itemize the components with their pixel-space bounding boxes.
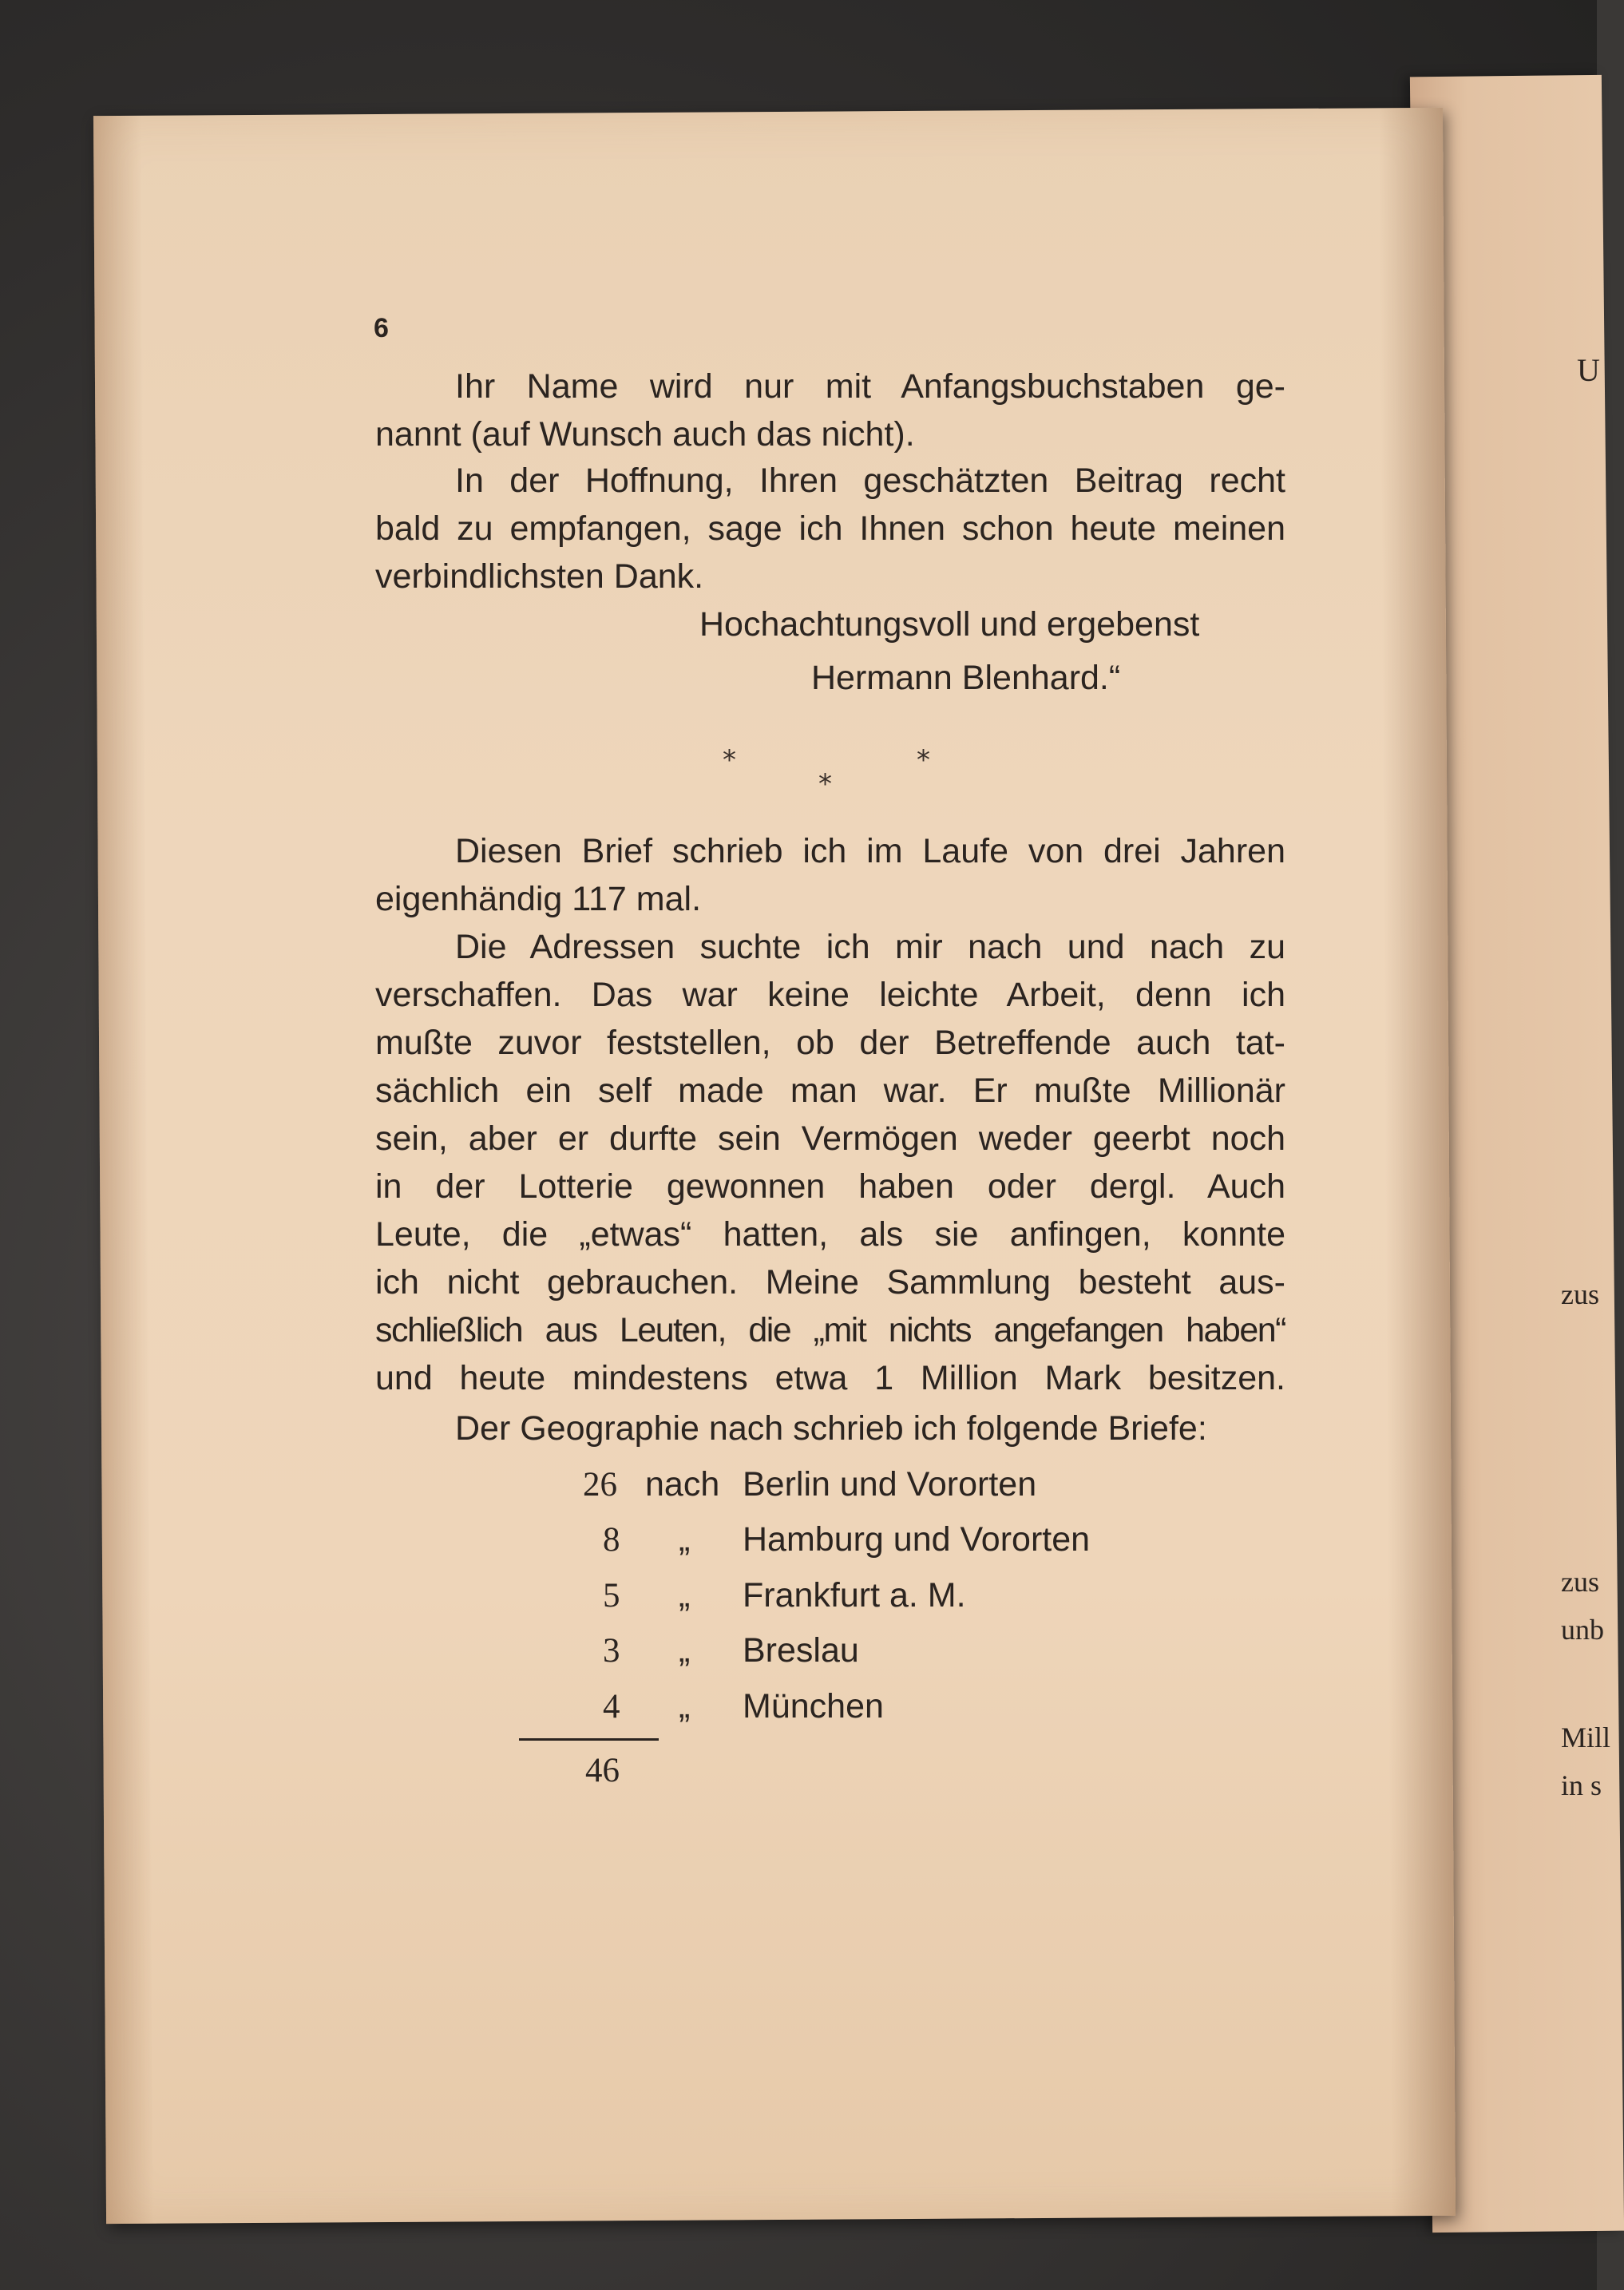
table-sep: nach: [645, 1465, 720, 1504]
next-page-fragment: zus: [1561, 1566, 1599, 1598]
page-number: 6: [374, 313, 389, 343]
text-line: verbindlichsten Dank.: [375, 557, 704, 596]
text-line: Diesen Brief schrieb ich im Laufe von drei Jahren: [455, 832, 1285, 870]
text-line: Leute, die „etwas“ hatten, als sie anfingen, konnte: [375, 1215, 1285, 1254]
closing-line: Hochachtungsvoll und ergebenst: [699, 605, 1200, 644]
next-page-fragment: U: [1577, 352, 1600, 388]
signature: Hermann Blenhard.“: [811, 659, 1121, 697]
text-line: Ihr Name wird nur mit Anfangsbuchstaben ge-: [455, 367, 1285, 406]
text-line: eigenhändig 117 mal.: [375, 880, 702, 918]
next-page-fragment: Mill: [1561, 1721, 1611, 1753]
text-line: sächlich ein self made man war. Er mußte Millionär: [375, 1072, 1285, 1110]
text-line: in der Lotterie gewonnen haben oder dergl. Auch: [375, 1167, 1285, 1206]
table-sep: „: [679, 1687, 691, 1725]
text-line: In der Hoffnung, Ihren geschätzten Beitrag recht: [455, 462, 1285, 500]
text-line: verschaffen. Das war keine leichte Arbeit, denn ich: [375, 976, 1285, 1014]
table-sep: „: [679, 1631, 691, 1670]
text-line: schließlich aus Leuten, die „mit nichts angefangen haben“: [375, 1311, 1285, 1349]
table-place: Berlin und Vororten: [743, 1465, 1037, 1504]
table-sep: „: [679, 1576, 691, 1614]
text-line: sein, aber er durfte sein Vermögen weder geerbt noch: [375, 1119, 1285, 1158]
asterism-star: *: [723, 744, 736, 776]
next-page-fragment: zus: [1561, 1278, 1599, 1310]
table-place: Frankfurt a. M.: [743, 1576, 966, 1614]
table-count: 26: [583, 1466, 617, 1504]
sum-divider: [519, 1738, 659, 1741]
table-place: Breslau: [743, 1631, 859, 1670]
text-line: mußte zuvor feststellen, ob der Betreffende auch tat-: [375, 1024, 1285, 1062]
text-line: bald zu empfangen, sage ich Ihnen schon heute meinen: [375, 509, 1285, 548]
table-place: Hamburg und Vororten: [743, 1520, 1091, 1559]
text-line: Die Adressen suchte ich mir nach und nach zu: [455, 928, 1285, 966]
asterism-star: *: [917, 744, 930, 776]
table-sep: „: [679, 1520, 691, 1559]
text-line: Der Geographie nach schrieb ich folgende Briefe:: [455, 1409, 1207, 1448]
text-line: ich nicht gebrauchen. Meine Sammlung besteht aus-: [375, 1263, 1285, 1301]
table-count: 3: [603, 1632, 620, 1670]
next-page-fragment: unb: [1561, 1614, 1604, 1646]
table-place: München: [743, 1687, 884, 1725]
next-page-fragment: in s: [1561, 1769, 1602, 1801]
table-count: 8: [603, 1521, 620, 1559]
table-count: 4: [603, 1688, 620, 1725]
text-line: und heute mindestens etwa 1 Million Mark besitzen.: [375, 1359, 1285, 1397]
asterism-star: *: [818, 768, 832, 800]
table-total: 46: [585, 1752, 620, 1789]
text-line: nannt (auf Wunsch auch das nicht).: [375, 415, 915, 454]
table-count: 5: [603, 1577, 620, 1614]
